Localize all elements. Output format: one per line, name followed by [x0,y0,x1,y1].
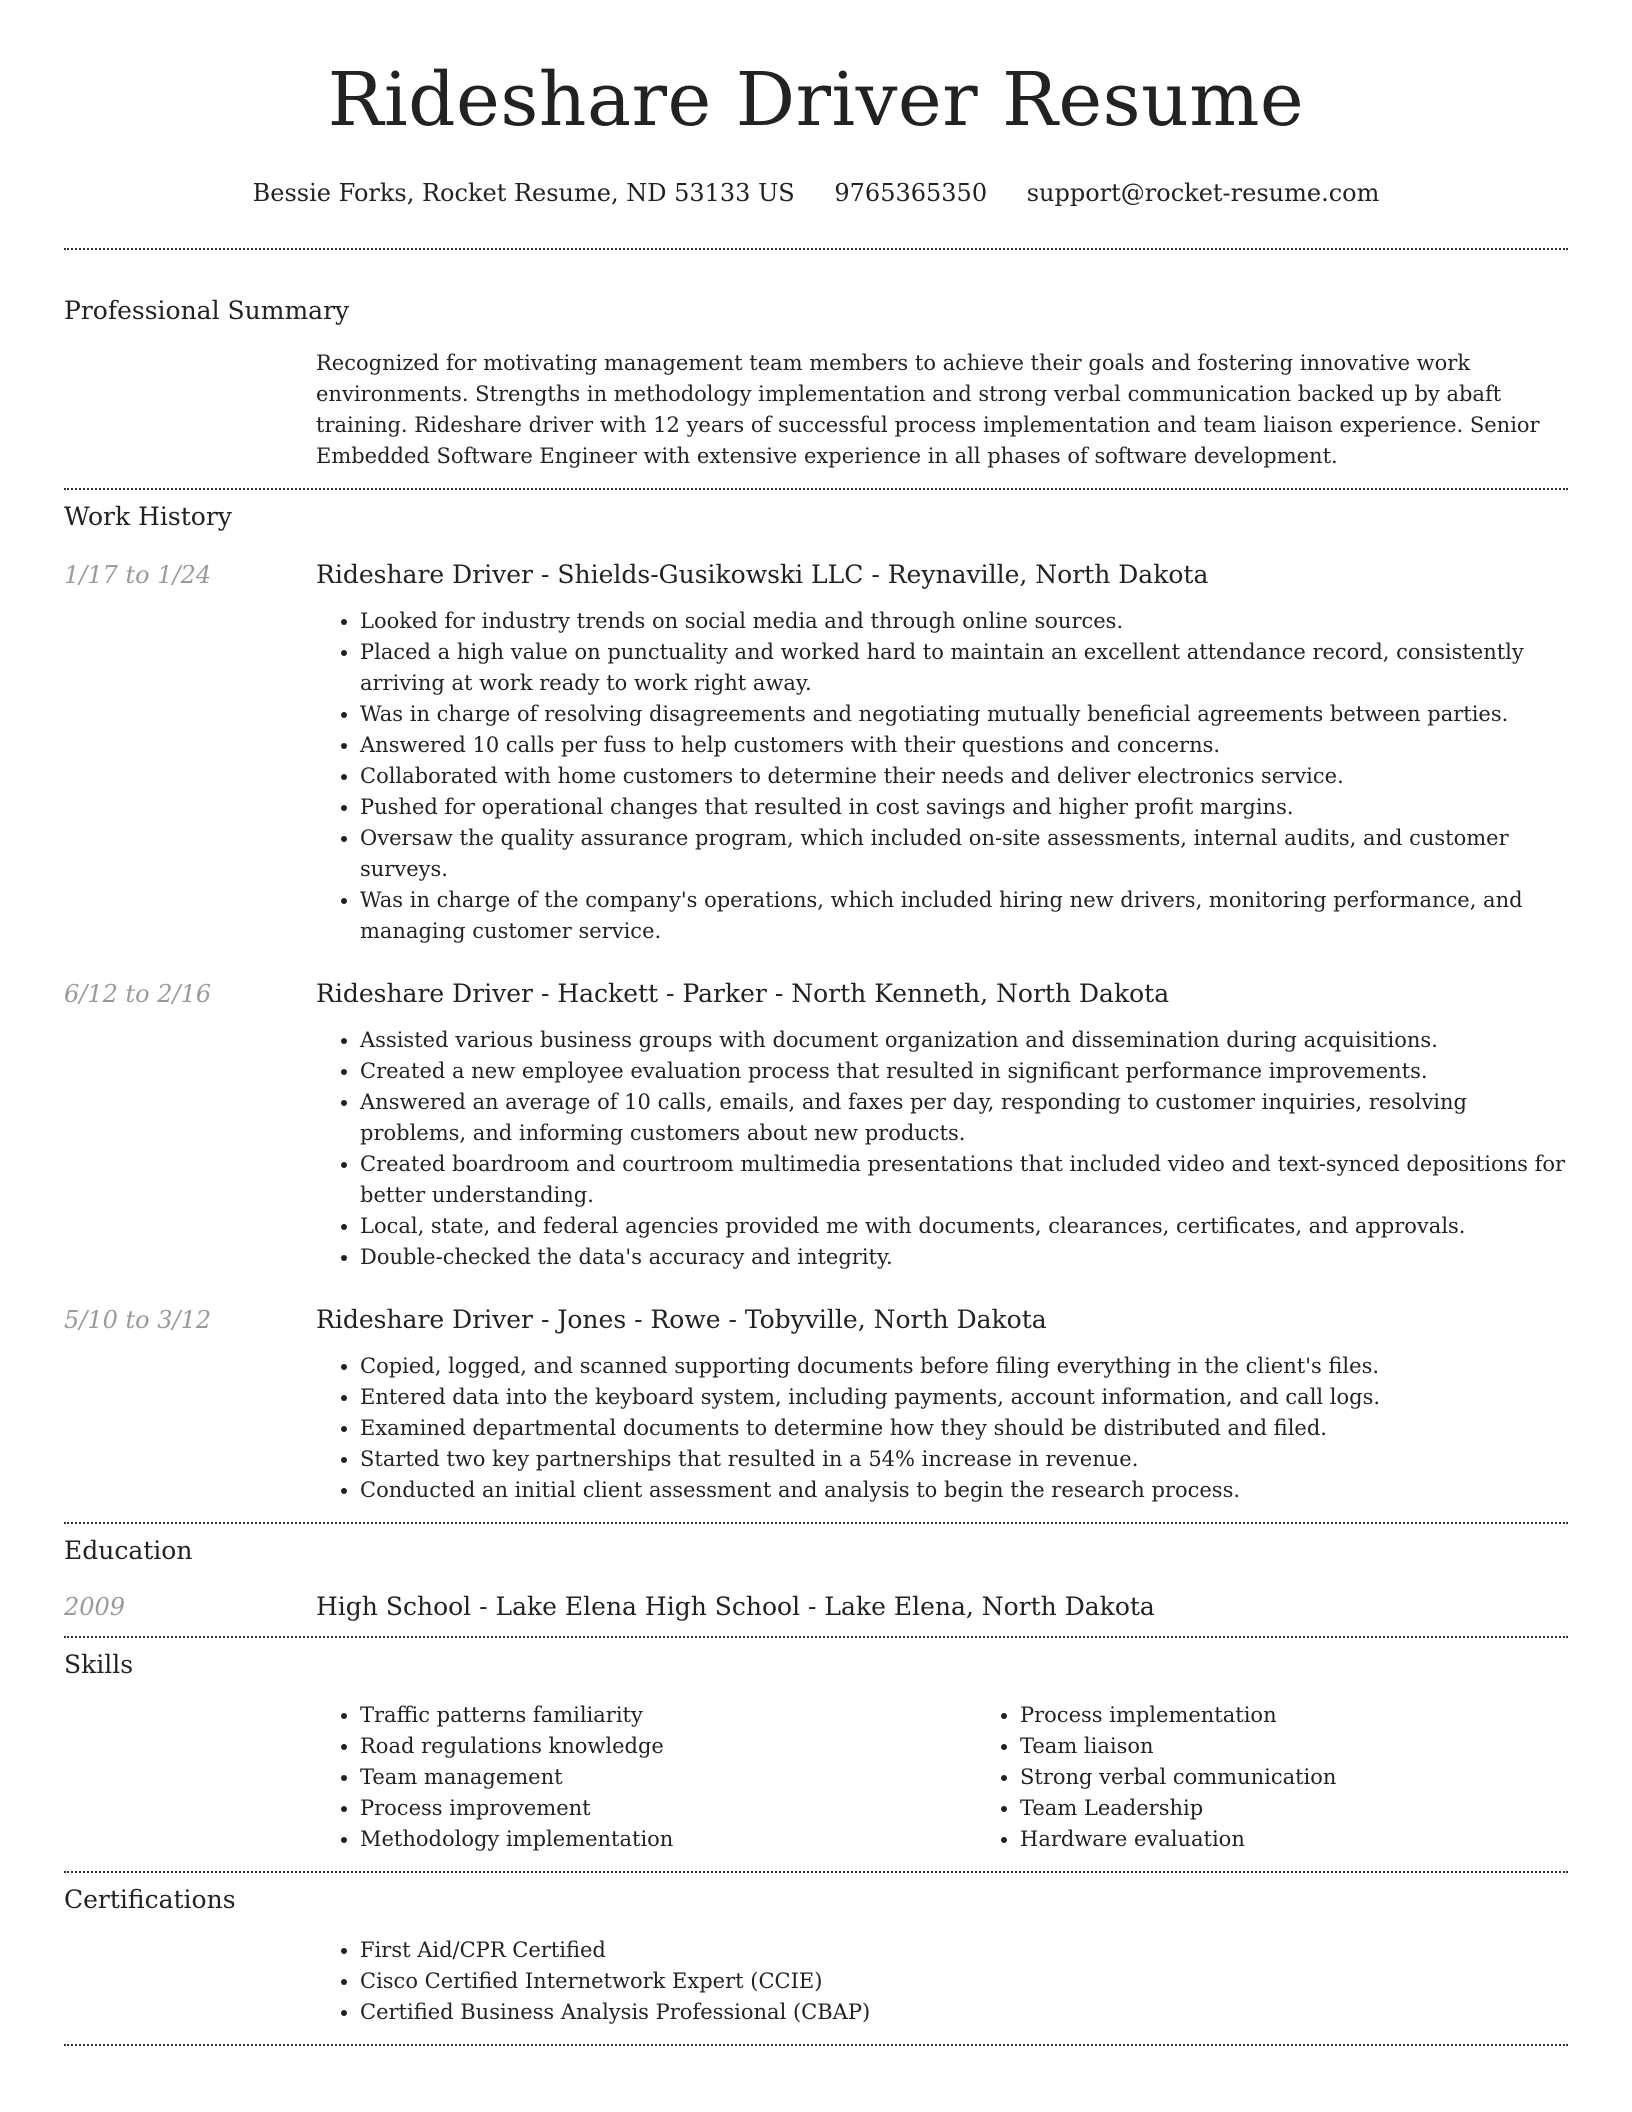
skills-column-left [316,1700,976,1855]
work-section [64,490,1568,1506]
list-item: • Collaborated with home customers to determine their needs and deliver electronics service. [360,761,1568,792]
job-entry [64,558,1568,947]
job-title: Rideshare Driver - Hackett - Parker - North Kenneth, North Dakota [316,979,1170,1008]
list-item: • Created a new employee evaluation process that resulted in significant performance improvements. [360,1056,1568,1087]
job-title: Rideshare Driver - Jones - Rowe - Tobyville, North Dakota [316,1305,1047,1334]
list-item: • Answered 10 calls per fuss to help customers with their questions and concerns. [360,730,1568,761]
list-item: • Answered an average of 10 calls, emails, and faxes per day, responding to customer inquiries, resolving problems, and informing customers about new products. [360,1087,1568,1149]
job-bullets [316,606,1568,947]
contact-address: Bessie Forks, Rocket Resume, ND 53133 US [252,179,795,207]
skills-heading: Skills [64,1650,134,1679]
list-item: • Was in charge of the company's operations, which included hiring new drivers, monitoring performance, and managing customer service. [360,885,1568,947]
list-item: • Placed a high value on punctuality and worked hard to maintain an excellent attendance record, consistently arriving at work ready to work right away. [360,637,1568,699]
contact-line [64,176,1568,210]
contact-email: support@rocket-resume.com [1026,179,1380,207]
skills-column-right [976,1700,1632,1855]
education-heading: Education [64,1536,193,1565]
summary-heading: Professional Summary [64,296,350,325]
list-item: • Conducted an initial client assessment and analysis to begin the research process. [360,1475,1568,1506]
list-item: • Methodology implementation [360,1824,976,1855]
list-item: • Cisco Certified Internetwork Expert (CCIE) [360,1966,1568,1997]
job-entry [64,1303,1568,1506]
list-item: • Oversaw the quality assurance program, which included on-site assessments, internal audits, and customer surveys. [360,823,1568,885]
list-item: • Double-checked the data's accuracy and integrity. [360,1242,1568,1273]
list-item: • Hardware evaluation [1020,1824,1632,1855]
job-dates: 6/12 to 2/16 [64,980,212,1008]
list-item: • Process implementation [1020,1700,1632,1731]
resume-page [64,0,1568,2046]
job-title: Rideshare Driver - Shields-Gusikowski LLC - Reynaville, North Dakota [316,560,1209,589]
list-item: • Local, state, and federal agencies provided me with documents, clearances, certificates, and approvals. [360,1211,1568,1242]
list-item: • Team liaison [1020,1731,1632,1762]
job-entry [64,977,1568,1273]
education-detail: High School - Lake Elena High School - Lake Elena, North Dakota [316,1592,1155,1621]
list-item: • Started two key partnerships that resulted in a 54% increase in revenue. [360,1444,1568,1475]
list-item: • Entered data into the keyboard system, including payments, account information, and call logs. [360,1382,1568,1413]
list-item: • Looked for industry trends on social media and through online sources. [360,606,1568,637]
list-item: • Assisted various business groups with document organization and dissemination during acquisitions. [360,1025,1568,1056]
education-year: 2009 [64,1593,126,1621]
list-item: • Strong verbal communication [1020,1762,1632,1793]
education-entry [64,1590,1568,1624]
list-item: • Team Leadership [1020,1793,1632,1824]
list-item: • Team management [360,1762,976,1793]
job-dates: 5/10 to 3/12 [64,1306,212,1334]
summary-section [64,250,1568,472]
job-dates: 1/17 to 1/24 [64,561,212,589]
list-item: • Pushed for operational changes that resulted in cost savings and higher profit margins. [360,792,1568,823]
list-item: • Copied, logged, and scanned supporting documents before filing everything in the client's files. [360,1351,1568,1382]
skills-section [64,1638,1568,1855]
list-item: • Created boardroom and courtroom multimedia presentations that included video and text-synced depositions for better understanding. [360,1149,1568,1211]
page-title: Rideshare Driver Resume [327,57,1305,143]
list-item: • Road regulations knowledge [360,1731,976,1762]
certifications-heading: Certifications [64,1885,236,1914]
work-heading: Work History [64,502,232,531]
job-bullets [316,1025,1568,1273]
list-item: • Process improvement [360,1793,976,1824]
divider [64,2044,1568,2046]
list-item: • Was in charge of resolving disagreements and negotiating mutually beneficial agreements between parties. [360,699,1568,730]
job-bullets [316,1351,1568,1506]
education-section [64,1524,1568,1624]
summary-text: Recognized for motivating management team members to achieve their goals and fostering innovative work environments. Strengths in methodology implementation and strong verbal communication backed up by abaft training. Rideshare driver with 12 years of successful process implementation and team liaison experience. Senior Embedded Software Engineer with extensive experience in all phases of software development. [316,351,1540,468]
list-item: • Traffic patterns familiarity [360,1700,976,1731]
contact-phone: 9765365350 [834,179,988,207]
list-item: • Examined departmental documents to determine how they should be distributed and filed. [360,1413,1568,1444]
list-item: • Certified Business Analysis Professional (CBAP) [360,1997,1568,2028]
skills-list [316,1700,1568,1855]
list-item: • First Aid/CPR Certified [360,1935,1568,1966]
certifications-section [64,1873,1568,2028]
certifications-list [316,1935,1568,2028]
